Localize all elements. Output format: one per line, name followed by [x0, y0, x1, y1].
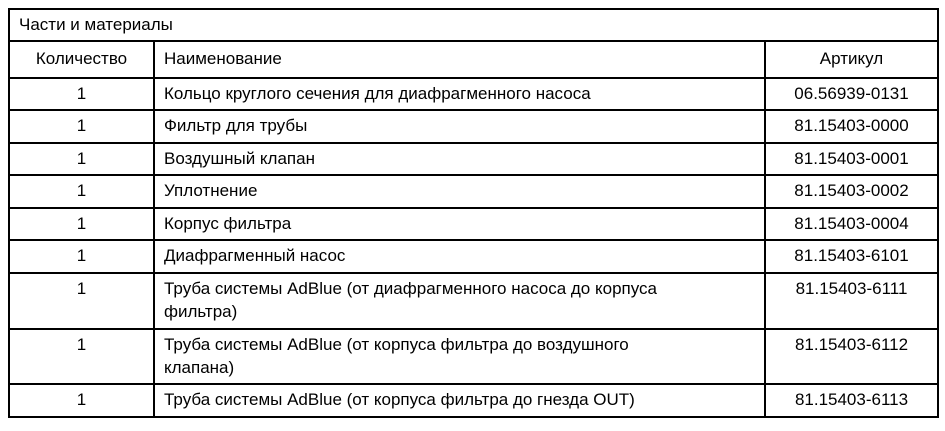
table-title: Части и материалы [9, 9, 938, 41]
table-body [9, 78, 938, 417]
table-row [9, 143, 938, 175]
name-cell: Труба системы AdBlue (от диафрагменного насоса до корпуса фильтра) [154, 273, 765, 329]
quantity-cell: 1 [9, 175, 154, 207]
name-cell: Кольцо круглого сечения для диафрагменного насоса [154, 78, 765, 110]
article-cell: 81.15403-0004 [765, 208, 938, 240]
table-row [9, 329, 938, 385]
quantity-cell: 1 [9, 143, 154, 175]
parts-and-materials-table [8, 8, 939, 418]
table-title-row [9, 9, 938, 41]
table-row [9, 175, 938, 207]
name-cell: Диафрагменный насос [154, 240, 765, 272]
column-header-article: Артикул [765, 41, 938, 77]
table-row [9, 110, 938, 142]
table-row [9, 208, 938, 240]
column-header-quantity: Количество [9, 41, 154, 77]
article-cell: 81.15403-0001 [765, 143, 938, 175]
name-cell: Воздушный клапан [154, 143, 765, 175]
table-row [9, 384, 938, 416]
article-cell: 81.15403-6101 [765, 240, 938, 272]
table-header-row [9, 41, 938, 77]
name-cell: Труба системы AdBlue (от корпуса фильтра до гнезда OUT) [154, 384, 765, 416]
quantity-cell: 1 [9, 78, 154, 110]
quantity-cell: 1 [9, 273, 154, 329]
name-cell: Труба системы AdBlue (от корпуса фильтра до воздушного клапана) [154, 329, 765, 385]
quantity-cell: 1 [9, 329, 154, 385]
quantity-cell: 1 [9, 240, 154, 272]
table-row [9, 78, 938, 110]
column-header-name: Наименование [154, 41, 765, 77]
article-cell: 81.15403-6111 [765, 273, 938, 329]
quantity-cell: 1 [9, 384, 154, 416]
article-cell: 81.15403-0002 [765, 175, 938, 207]
article-cell: 81.15403-6112 [765, 329, 938, 385]
article-cell: 06.56939-0131 [765, 78, 938, 110]
article-cell: 81.15403-6113 [765, 384, 938, 416]
article-cell: 81.15403-0000 [765, 110, 938, 142]
quantity-cell: 1 [9, 208, 154, 240]
quantity-cell: 1 [9, 110, 154, 142]
table-row [9, 273, 938, 329]
table-row [9, 240, 938, 272]
name-cell: Корпус фильтра [154, 208, 765, 240]
name-cell: Фильтр для трубы [154, 110, 765, 142]
name-cell: Уплотнение [154, 175, 765, 207]
